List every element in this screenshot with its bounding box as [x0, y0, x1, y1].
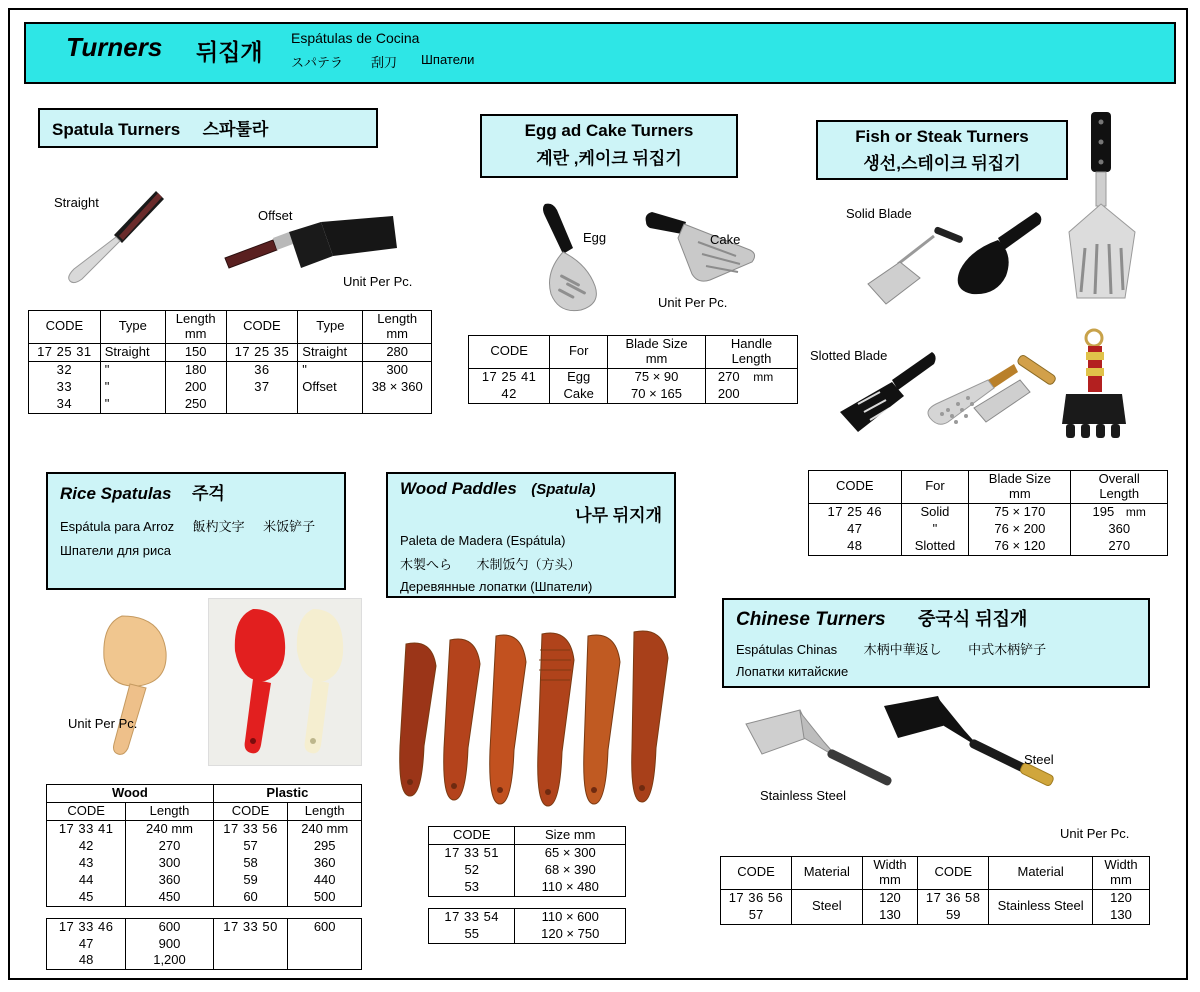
cake-label: Cake: [710, 232, 741, 247]
cell-length: 200: [165, 379, 226, 396]
chinese-turners-table: [720, 856, 1150, 925]
cell-for: Cake: [550, 386, 608, 403]
table-row: [429, 862, 626, 879]
cell-code: 53: [429, 879, 515, 896]
decorative-turner-image: [1050, 328, 1136, 440]
th-blade-size-l1: Blade Size: [625, 336, 688, 351]
slotted-blade-label: Slotted Blade: [810, 348, 888, 363]
cell-size: 120 × 750: [515, 926, 626, 943]
cell-code: [226, 396, 298, 413]
cell-code: 57: [721, 907, 792, 924]
cell-for: Solid: [901, 503, 969, 520]
cell-code: 47: [47, 936, 126, 953]
cell-for: Egg: [550, 368, 608, 385]
cell-overall-length: 360: [1071, 521, 1168, 538]
th-length-1: [165, 311, 226, 344]
cell-type: ": [100, 379, 165, 396]
cell-blade-size: 70 × 165: [608, 386, 706, 403]
cell-code: 17 33 54: [429, 908, 515, 925]
cell-length: 300: [126, 855, 213, 872]
th-blade-size-l1: Blade Size: [988, 471, 1051, 486]
table-row: [809, 521, 1168, 538]
wood-paddles-image: [380, 614, 690, 814]
banner-title-en: Turners: [66, 32, 163, 62]
cell-code: 17 25 46: [809, 503, 902, 520]
cell-code: 58: [213, 855, 288, 872]
wood-paddles-title-en: Wood Paddles: [400, 479, 517, 498]
cell-code: 59: [213, 872, 288, 889]
th-group-wood: Wood: [47, 785, 214, 803]
cell-code: 60: [213, 889, 288, 906]
spatula-turners-title-en: Spatula Turners: [52, 120, 181, 139]
rice-spatulas-title-kr: 주걱: [191, 484, 225, 503]
cell-unit-note: mm: [753, 369, 774, 384]
th-overall-l1: Overall: [1098, 471, 1140, 486]
table-row: [809, 538, 1168, 555]
chinese-turners-title-kr: 중국식 뒤집개: [918, 609, 1028, 629]
cell-code: 59: [918, 907, 989, 924]
table-row: [29, 379, 432, 396]
th-handle-l1: Handle: [730, 336, 773, 351]
cell-code: 47: [809, 521, 902, 538]
cell-length: [363, 396, 432, 413]
th-group-plastic: Plastic: [213, 785, 361, 803]
cell-code: 17 33 41: [47, 820, 126, 837]
th-handle-length: [705, 336, 797, 369]
page-banner: [24, 22, 1176, 84]
cell-length: 500: [288, 889, 362, 906]
th-size: Size mm: [515, 827, 626, 845]
banner-title-ru: Шпатели: [421, 52, 475, 67]
table-header-row: [469, 336, 798, 369]
cell-code: [213, 952, 288, 969]
th-for: For: [550, 336, 608, 369]
cell-overall-value: 195: [1092, 503, 1115, 519]
spatula-turners-title-kr: 스파툴라: [202, 120, 269, 139]
table-spacer-row: [47, 906, 362, 918]
cell-length: 250: [165, 396, 226, 413]
cell-length: 240 mm: [126, 820, 213, 837]
th-code-1: CODE: [29, 311, 101, 344]
th-code-2: CODE: [918, 857, 989, 890]
steel-label: Steel: [1024, 752, 1054, 767]
th-length-1-l2: mm: [184, 325, 207, 341]
steak-turner-large-image: [1065, 108, 1141, 308]
table-row: [47, 838, 362, 855]
cell-width: 120: [862, 889, 918, 906]
th-length-2-l1: Length: [377, 311, 418, 326]
th-code: CODE: [469, 336, 550, 369]
stainless-steel-label: Stainless Steel: [760, 788, 846, 803]
th-width-1-l1: Width: [873, 857, 907, 872]
table-row: [29, 361, 432, 378]
th-material-1: Material: [792, 857, 863, 890]
egg-cake-unit-note: Unit Per Pc.: [658, 295, 728, 310]
spatula-turners-table: [28, 310, 432, 414]
chinese-turners-sub-es: Espátulas Chinas: [736, 642, 838, 657]
chinese-turners-sub-cn: 中式木柄铲子: [968, 642, 1047, 657]
table-row: [429, 908, 626, 925]
table-row: [47, 952, 362, 969]
egg-cake-title-kr: 계란 ,케이크 뒤집기: [536, 149, 682, 168]
table-header-row: [429, 827, 626, 845]
chinese-turners-title-en: Chinese Turners: [736, 609, 886, 630]
th-material-2: Material: [989, 857, 1093, 890]
table-header-row: [47, 802, 362, 820]
cell-code: 42: [469, 386, 550, 403]
wood-paddles-title-en2: (Spatula): [531, 481, 596, 498]
th-length-2: [363, 311, 432, 344]
th-width-2: [1093, 857, 1150, 890]
table-row: [47, 872, 362, 889]
fish-steak-turners-table: [808, 470, 1168, 556]
cell-overall-length: 270: [1071, 538, 1168, 555]
banner-title-cn: 刮刀: [371, 55, 398, 70]
cell-length: 360: [288, 855, 362, 872]
fish-steak-title-en: Fish or Steak Turners: [855, 127, 1029, 146]
cell-code: 36: [226, 361, 298, 378]
cell-code: 17 33 51: [429, 844, 515, 861]
chinese-turners-sub-jp: 木柄中華返し: [863, 642, 942, 657]
cell-type: [298, 396, 363, 413]
catalog-page: [8, 8, 1188, 980]
th-blade-size: [969, 471, 1071, 504]
cell-blade-size: 76 × 200: [969, 521, 1071, 538]
cell-code: 17 33 50: [213, 918, 288, 935]
cell-size: 110 × 480: [515, 879, 626, 896]
solid-turner-black-image: [940, 206, 1050, 301]
th-length-2: Length: [288, 802, 362, 820]
th-length-1: Length: [126, 802, 213, 820]
cell-length: 280: [363, 343, 432, 361]
th-width-2-l1: Width: [1104, 857, 1138, 872]
table-header-row: [29, 311, 432, 344]
egg-cake-title-en: Egg ad Cake Turners: [524, 121, 694, 140]
cell-unit-note: mm: [1125, 504, 1146, 519]
cell-for: Slotted: [901, 538, 969, 555]
section-header-fish-steak-turners: [816, 120, 1068, 180]
cell-length: 600: [288, 918, 362, 935]
table-row: [47, 889, 362, 906]
cell-length: 38 × 360: [363, 379, 432, 396]
cell-handle-length-value: 270: [717, 368, 740, 384]
cell-code: 17 25 35: [226, 343, 298, 361]
cell-length: 240 mm: [288, 820, 362, 837]
egg-cake-turners-table: [468, 335, 798, 404]
table-row: [29, 396, 432, 413]
th-overall-length: [1071, 471, 1168, 504]
cell-code: 17 33 56: [213, 820, 288, 837]
cell-size: 110 × 600: [515, 908, 626, 925]
cake-turner-image: [640, 206, 760, 301]
cell-size: 65 × 300: [515, 844, 626, 861]
cell-code: 32: [29, 361, 101, 378]
table-row: [721, 889, 1150, 906]
cell-code: 17 25 41: [469, 368, 550, 385]
th-code: CODE: [429, 827, 515, 845]
th-overall-l2: Length: [1099, 485, 1140, 501]
cell-blade-size: 76 × 120: [969, 538, 1071, 555]
cell-length: 295: [288, 838, 362, 855]
cell-material: Steel: [792, 889, 863, 924]
section-header-spatula-turners: [38, 108, 378, 148]
cell-type: ": [100, 396, 165, 413]
cell-type: Straight: [100, 343, 165, 361]
cell-length: 1,200: [126, 952, 213, 969]
cell-code: 17 36 56: [721, 889, 792, 906]
cell-blade-size: 75 × 170: [969, 503, 1071, 520]
cell-blade-size: 75 × 90: [608, 368, 706, 385]
cell-code: 52: [429, 862, 515, 879]
chinese-turners-sub-ru: Лопатки китайские: [736, 664, 849, 679]
cell-code: 57: [213, 838, 288, 855]
wood-paddles-sub-jp: 木製へら: [400, 557, 453, 572]
cell-code: 48: [47, 952, 126, 969]
section-header-rice-spatulas: [46, 472, 346, 590]
cell-code: 33: [29, 379, 101, 396]
cell-length: [288, 936, 362, 953]
th-width-1-l2: mm: [879, 871, 901, 887]
cell-code: 17 36 58: [918, 889, 989, 906]
cell-size: 68 × 390: [515, 862, 626, 879]
th-code-1: CODE: [721, 857, 792, 890]
rice-spatulas-sub-jp: 飯杓文字: [192, 519, 245, 534]
th-blade-size-l2: mm: [1009, 485, 1031, 501]
rice-spatulas-sub-es: Espátula para Arroz: [60, 519, 175, 534]
th-code-2: CODE: [213, 802, 288, 820]
section-header-egg-cake-turners: [480, 114, 738, 178]
cell-handle-length: 200: [705, 386, 797, 403]
banner-title-jp: スパテラ: [291, 55, 344, 70]
table-row: [429, 926, 626, 943]
cell-length: 450: [126, 889, 213, 906]
table-row: [47, 820, 362, 837]
th-width-2-l2: mm: [1110, 871, 1132, 887]
section-header-chinese-turners: [722, 598, 1150, 688]
wood-paddles-sub-es: Paleta de Madera (Espátula): [400, 533, 566, 548]
rice-spatula-unit-note: Unit Per Pc.: [68, 716, 138, 731]
cell-code: 37: [226, 379, 298, 396]
th-type-1: Type: [100, 311, 165, 344]
banner-title-es: Espátulas de Cocina: [291, 30, 420, 46]
cell-type: Straight: [298, 343, 363, 361]
table-row: [809, 503, 1168, 520]
cell-type: Offset: [298, 379, 363, 396]
wood-paddles-sub-ru: Деревянные лопатки (Шпатели): [400, 579, 593, 594]
rice-spatulas-table: [46, 784, 362, 970]
solid-blade-label: Solid Blade: [846, 206, 912, 221]
cell-length: 300: [363, 361, 432, 378]
cell-code: 48: [809, 538, 902, 555]
th-blade-size-l2: mm: [645, 350, 668, 366]
th-handle-l2: Length: [731, 350, 772, 366]
cell-code: 44: [47, 872, 126, 889]
table-row: [469, 386, 798, 403]
table-header-row: [721, 857, 1150, 890]
table-group-header-row: [47, 785, 362, 803]
cell-handle-length: [705, 368, 797, 385]
table-row: [469, 368, 798, 385]
spatula-unit-note: Unit Per Pc.: [343, 274, 413, 289]
cell-code: 34: [29, 396, 101, 413]
wood-paddles-title-kr: 나무 뒤지개: [575, 506, 662, 525]
cell-length: 150: [165, 343, 226, 361]
th-for: For: [901, 471, 969, 504]
cell-length: 440: [288, 872, 362, 889]
cell-type: ": [100, 361, 165, 378]
table-spacer-row: [429, 896, 626, 908]
chinese-unit-note: Unit Per Pc.: [1060, 826, 1130, 841]
th-width-1: [862, 857, 918, 890]
cell-type: ": [298, 361, 363, 378]
cell-length: 900: [126, 936, 213, 953]
offset-label: Offset: [258, 208, 293, 223]
cell-length: 360: [126, 872, 213, 889]
cell-width: 130: [862, 907, 918, 924]
table-row: [47, 855, 362, 872]
cell-code: 42: [47, 838, 126, 855]
cell-overall-length: [1071, 503, 1168, 520]
egg-label: Egg: [583, 230, 607, 245]
cell-width: 120: [1093, 889, 1150, 906]
table-header-row: [809, 471, 1168, 504]
cell-material: Stainless Steel: [989, 889, 1093, 924]
table-row: [47, 918, 362, 935]
banner-title-kr: 뒤집개: [196, 39, 263, 65]
cell-length: 600: [126, 918, 213, 935]
wood-rice-spatula-image: [58, 606, 198, 756]
cell-length: 270: [126, 838, 213, 855]
cell-width: 130: [1093, 907, 1150, 924]
wood-paddles-table: [428, 826, 626, 944]
table-row: [29, 343, 432, 361]
egg-turner-image: [515, 200, 615, 315]
cell-code: 17 25 31: [29, 343, 101, 361]
table-row: [429, 844, 626, 861]
cell-code: 55: [429, 926, 515, 943]
wood-paddles-sub-cn: 木制饭勺（方头）: [476, 557, 581, 572]
rice-spatulas-sub-ru: Шпатели для риса: [60, 543, 172, 558]
rice-spatulas-sub-cn: 米饭铲子: [263, 519, 316, 534]
th-code-2: CODE: [226, 311, 298, 344]
table-row: [47, 936, 362, 953]
rice-spatulas-title-en: Rice Spatulas: [60, 484, 172, 503]
chinese-steel-turner-image: [872, 690, 1062, 810]
section-header-wood-paddles: [386, 472, 676, 598]
cell-code: 17 33 46: [47, 918, 126, 935]
th-blade-size: [608, 336, 706, 369]
cell-code: [213, 936, 288, 953]
th-length-1-l1: Length: [175, 311, 216, 326]
th-code-1: CODE: [47, 802, 126, 820]
th-code: CODE: [809, 471, 902, 504]
th-type-2: Type: [298, 311, 363, 344]
fish-steak-title-kr: 생선,스테이크 뒤집기: [863, 154, 1021, 173]
cell-code: 43: [47, 855, 126, 872]
cell-for: ": [901, 521, 969, 538]
cell-length: 180: [165, 361, 226, 378]
plastic-rice-spatula-photo: [208, 598, 362, 766]
table-row: [429, 879, 626, 896]
cell-length: [288, 952, 362, 969]
th-length-2-l2: mm: [386, 325, 409, 341]
straight-label: Straight: [54, 195, 99, 210]
cell-code: 45: [47, 889, 126, 906]
